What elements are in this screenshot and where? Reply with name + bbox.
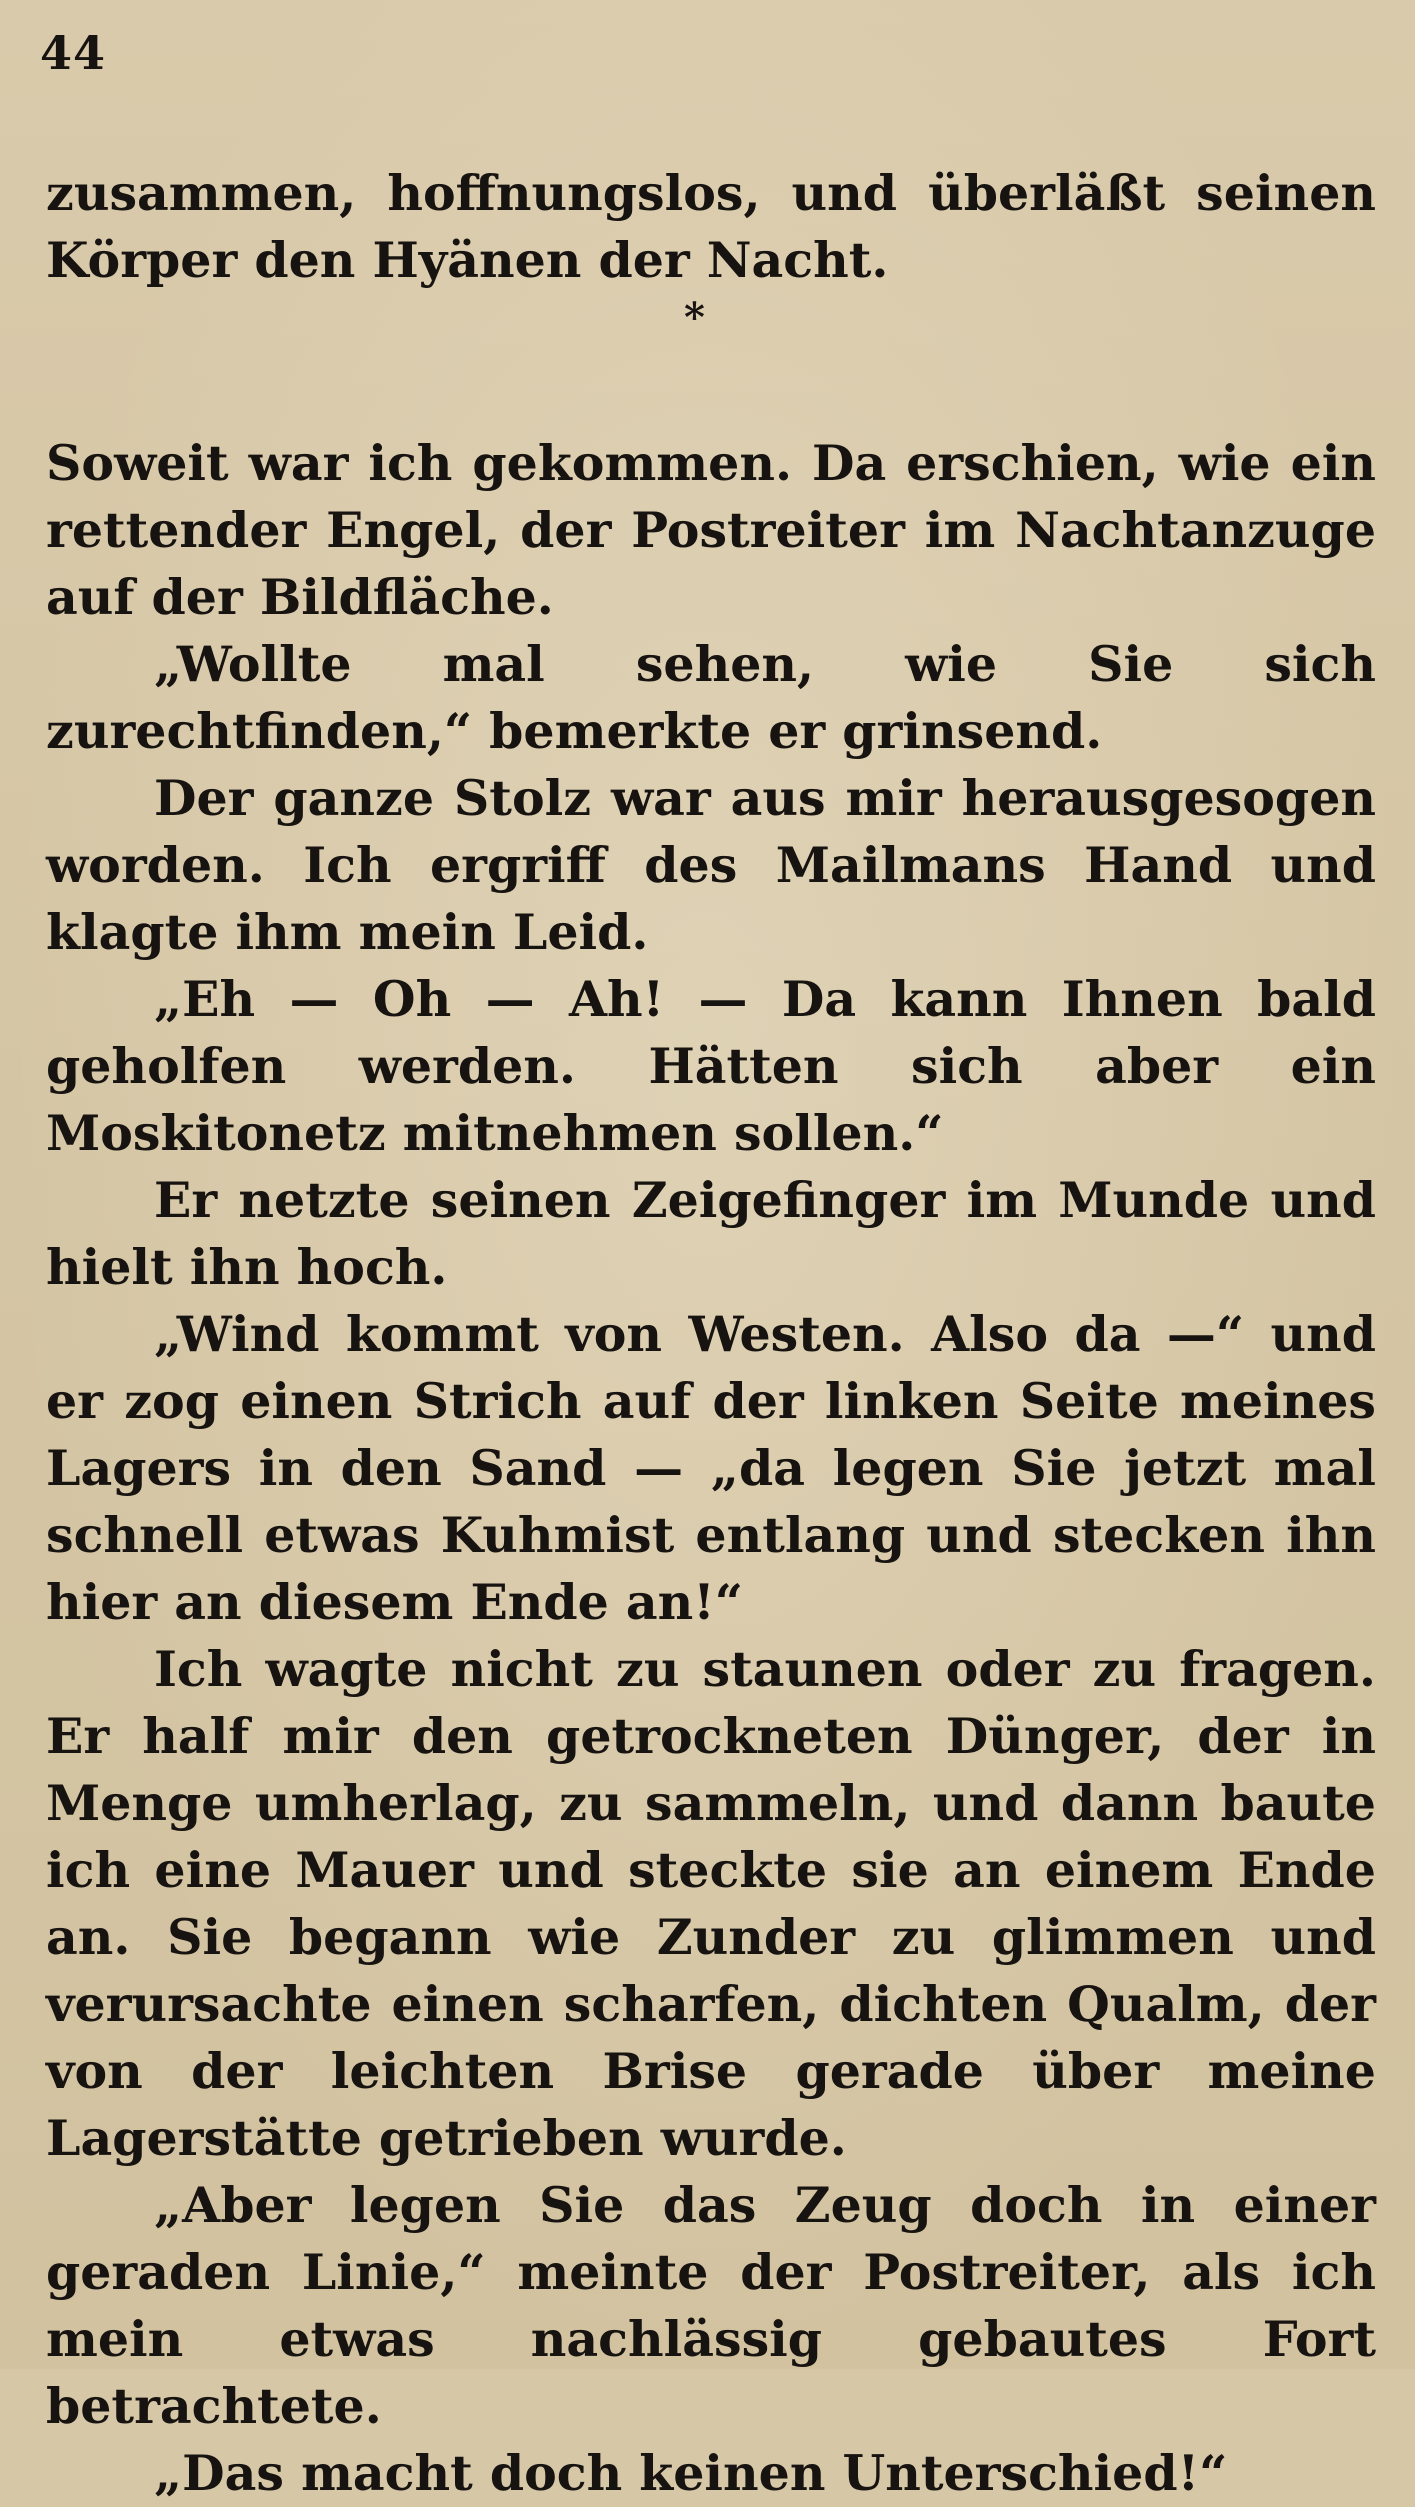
paragraph: Soweit war ich gekommen. Da erschien, wie ein rettender Engel, der Postreiter im Nachtanzuge auf der Bildfläche. bbox=[46, 434, 1376, 626]
paragraph: zusammen, hoffnungslos, und überläßt seinen Körper den Hyänen der Nacht. bbox=[46, 164, 1376, 289]
paragraph: „Wollte mal sehen, wie Sie sich zurechtfinden,“ bemerkte er grinsend. bbox=[46, 635, 1376, 760]
paragraph: „Eh — Oh — Ah! — Da kann Ihnen bald geholfen werden. Hätten sich aber ein Moskitonetz mitnehmen sollen.“ bbox=[46, 970, 1376, 1162]
paragraph: „Aber legen Sie das Zeug doch in einer geraden Linie,“ meinte der Postreiter, als ich mein etwas nachlässig gebautes Fort betrachtete. bbox=[46, 2176, 1376, 2435]
paragraph: „Wind kommt von Westen. Also da —“ und er zog einen Strich auf der linken Seite meines Lagers in den Sand — „da legen Sie jetzt mal schnell etwas Kuhmist entlang und stecken ihn hier an diesem Ende an!“ bbox=[46, 1305, 1376, 1631]
paragraph: Er netzte seinen Zeigefinger im Munde und hielt ihn hoch. bbox=[46, 1171, 1376, 1296]
paragraph: Ich wagte nicht zu staunen oder zu fragen. Er half mir den getrockneten Dünger, der in Menge umherlag, zu sammeln, und dann baute ich eine Mauer und steckte sie an einem Ende an. Sie begann wie Zunder zu glimmen und verursachte einen scharfen, dichten Qualm, der von der leichten Brise gerade über meine Lagerstätte getrieben wurde. bbox=[46, 1640, 1376, 2167]
paragraph: „Das macht doch keinen Unterschied!“ bbox=[154, 2444, 1228, 2502]
opening-paragraph-block bbox=[46, 160, 1376, 294]
paragraph: Der ganze Stolz war aus mir herausgesogen worden. Ich ergriff des Mailmans Hand und klagte ihm mein Leid. bbox=[46, 769, 1376, 961]
main-text-block bbox=[46, 430, 1376, 2507]
page-number: 44 bbox=[40, 26, 107, 80]
section-separator: * bbox=[684, 294, 705, 341]
